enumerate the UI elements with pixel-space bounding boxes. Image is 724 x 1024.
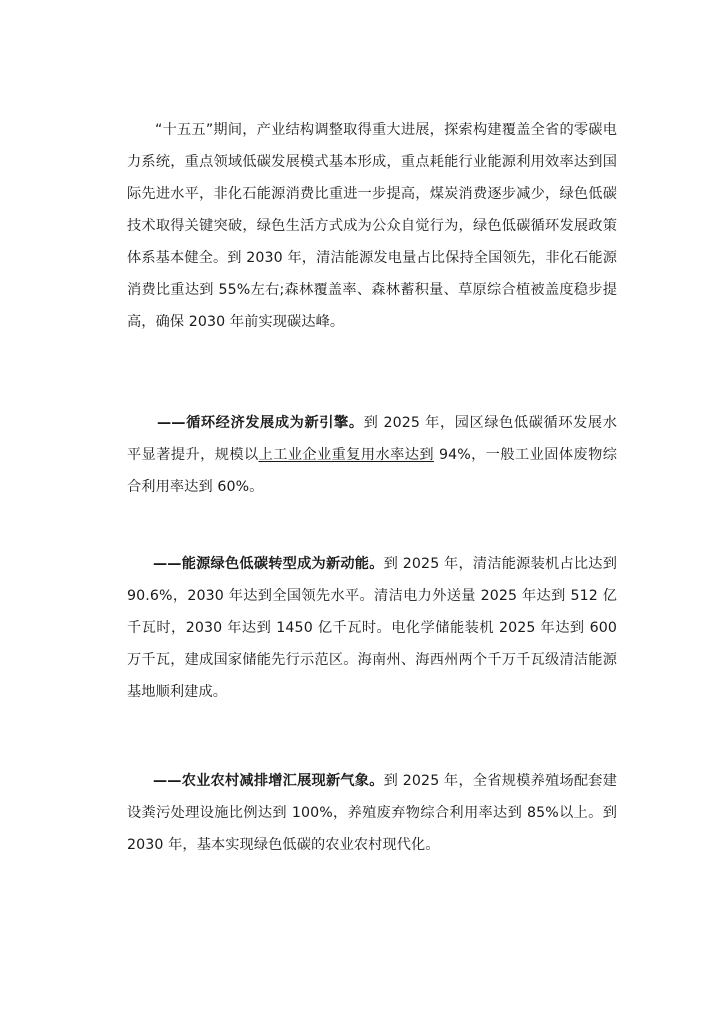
paragraph-heading: ——农业农村减排增汇展现新气象。: [153, 773, 384, 790]
paragraph-energy-transition: [127, 548, 622, 708]
paragraph-body: 到 2025 年，清洁能源装机占比达到 90.6%，2030 年达到全国领先水平。清洁电力外送量 2025 年达到 512 亿千瓦时，2030 年达到 1450 亿千瓦时。电化学储能装机 2025 年达到 600 万千瓦，建成国家储能先行示范区。海南州、海西州两个千万千瓦级清洁能源基地顺利建成。: [127, 556, 622, 701]
paragraph-heading: ——循环经济发展成为新引擎。: [157, 415, 364, 432]
paragraph-body-end: 94%，一般工业固体废物综合利用率达到 60%。: [127, 447, 617, 496]
paragraph-agriculture: [127, 765, 622, 861]
paragraph-carbon-peak-goals: [127, 114, 617, 338]
paragraph-text: “十五五”期间，产业结构调整取得重大进展，探索构建覆盖全省的零碳电力系统，重点领域低碳发展模式基本形成，重点耗能行业能源利用效率达到国际先进水平，非化石能源消费比重进一步提高，煤炭消费逐步减少，绿色低碳技术取得关键突破，绿色生活方式成为公众自觉行为，绿色低碳循环发展政策体系基本健全。到 2030 年，清洁能源发电量占比保持全国领先，非化石能源消费比重达到 55%左右;森林覆盖率、森林蓄积量、草原综合植被盖度稳步提高，确保 2030 年前实现碳达峰。: [127, 122, 617, 331]
paragraph-heading: ——能源绿色低碳转型成为新动能。: [153, 556, 384, 573]
paragraph-circular-economy: [127, 407, 617, 503]
paragraph-body: 到 2025 年，全省规模养殖场配套建设粪污处理设施比例达到 100%，养殖废弃物综合利用率达到 85%以上。到 2030 年，基本实现绿色低碳的农业农村现代化。: [127, 773, 622, 854]
paragraph-body-underlined: 上工业企业重复用水率达到: [258, 447, 435, 464]
paragraph-body-start: 到 2025 年，园区绿色低碳循环发展水平显著提升，规模以: [127, 415, 617, 464]
